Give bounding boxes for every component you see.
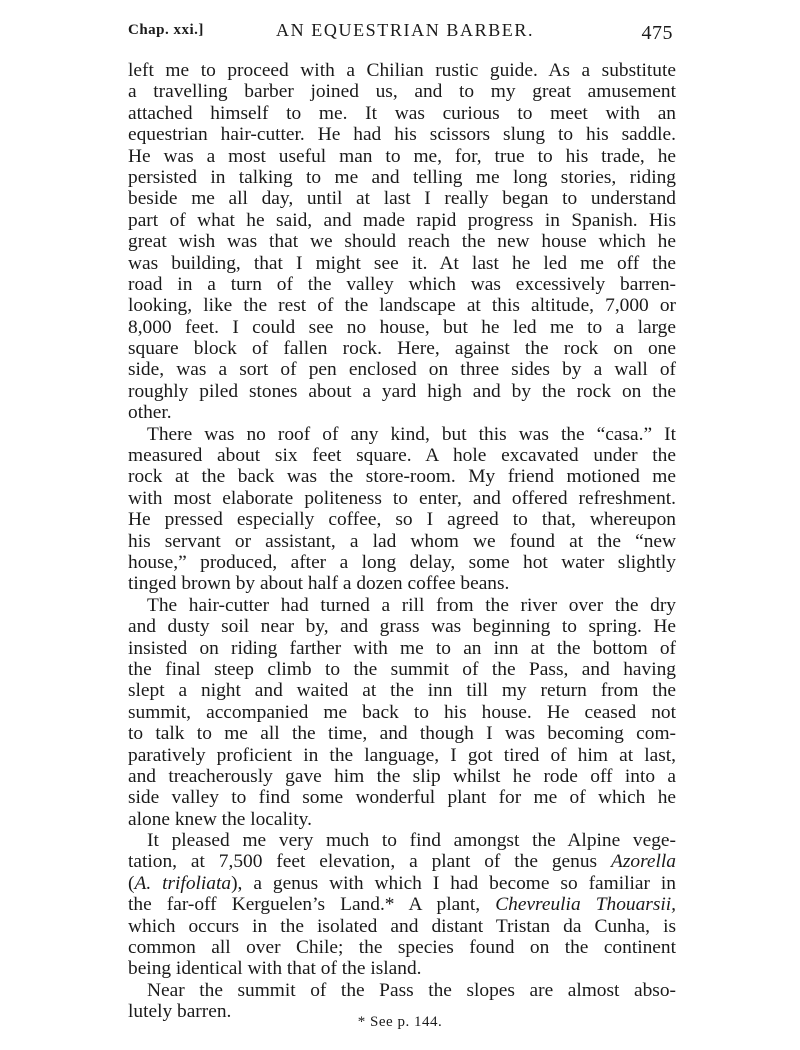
text-line: which occurs in the isolated and distant Tristan da Cunha, is [128,915,676,937]
text-line: his servant or assistant, a lad whom we found at the “new [128,530,676,552]
text-line: Near the summit of the Pass the slopes are almost abso- [147,979,676,1001]
text-line: square block of fallen rock. Here, against the rock on one [128,338,676,360]
text-line: The hair-cutter had turned a rill from the river over the dry [147,594,676,616]
text-line: rock at the back was the store-room. My friend motioned me [128,466,676,488]
text-line: He pressed especially coffee, so I agreed to that, whereupon [128,509,676,531]
chapter-label: Chap. xxi.] [128,22,204,38]
text-line: a travelling barber joined us, and to my great amusement [128,81,676,103]
text-line: 8,000 feet. I could see no house, but he led me to a large [128,316,676,338]
text-line: alone knew the locality. [128,808,312,830]
text-line [128,851,676,872]
text-line: road in a turn of the valley which was excessively barren- [128,273,676,295]
body-text [128,60,676,1023]
text-line: equestrian hair-cutter. He had his scissors slung to his saddle. [128,124,676,146]
text-line: looking, like the rest of the landscape at this altitude, 7,000 or [128,295,676,317]
text-fragment: tation, at 7,500 feet elevation, a plant of the genus [128,851,611,873]
text-line: to talk to me all the time, and though I was becoming com- [128,723,676,745]
text-line: slept a night and waited at the inn till my return from the [128,680,676,702]
text-line: part of what he said, and made rapid progress in Spanish. His [128,209,676,231]
running-header [128,18,673,48]
text-line: and treacherously gave him the slip whilst he rode off into a [128,765,676,787]
text-line: persisted in talking to me and telling me long stories, riding [128,166,676,188]
text-fragment: the far-off Kerguelen’s Land.* A plant, [128,894,496,916]
text-line: side, was a sort of pen enclosed on three sides by a wall of [128,359,676,381]
text-line: the final steep climb to the summit of the Pass, and having [128,658,676,680]
species-name-italic: Chevreulia Thouarsii, [495,894,676,916]
text-line: left me to proceed with a Chilian rustic guide. As a substitute [128,60,676,81]
running-title: AN EQUESTRIAN BARBER. [276,20,535,40]
text-line: measured about six feet square. A hole excavated under the [128,445,676,467]
text-line: attached himself to me. It was curious to meet with an [128,102,676,124]
text-line: roughly piled stones about a yard high and by the rock on the [128,380,676,402]
text-line: was building, that I might see it. At last he led me off the [128,252,676,274]
text-line: common all over Chile; the species found on the continent [128,937,676,959]
footnote: * See p. 144. [357,1014,443,1030]
text-line: being identical with that of the island. [128,958,422,980]
text-fragment: ( [128,872,135,894]
text-line: tinged brown by about half a dozen coffee beans. [128,573,510,595]
text-fragment: ), a genus with which I had become so familiar in [231,872,677,894]
text-line: lutely barren. [128,1001,232,1023]
text-line [128,894,676,915]
text-line: great wish was that we should reach the new house which he [128,231,676,253]
text-line: There was no roof of any kind, but this was the “casa.” It [147,423,676,445]
text-line: It pleased me very much to find amongst the Alpine vege- [147,830,676,852]
page-number: 475 [641,22,673,44]
genus-name-italic: Azorella [611,851,676,873]
text-line [128,873,676,894]
text-line: house,” produced, after a long delay, some hot water slightly [128,551,676,573]
text-line: paratively proficient in the language, I got tired of him at last, [128,744,676,766]
text-line: insisted on riding farther with me to an inn at the bottom of [128,637,676,659]
species-name-italic: A. trifoliata [134,872,232,894]
text-line: beside me all day, until at last I really began to understand [128,188,676,210]
text-line: side valley to find some wonderful plant for me of which he [128,787,676,809]
text-line: He was a most useful man to me, for, true to his trade, he [128,145,676,167]
text-line: summit, accompanied me back to his house. He ceased not [128,701,676,723]
text-line: other. [128,402,172,424]
text-line: and dusty soil near by, and grass was beginning to spring. He [128,616,676,638]
text-line: with most elaborate politeness to enter, and offered refreshment. [128,487,676,509]
